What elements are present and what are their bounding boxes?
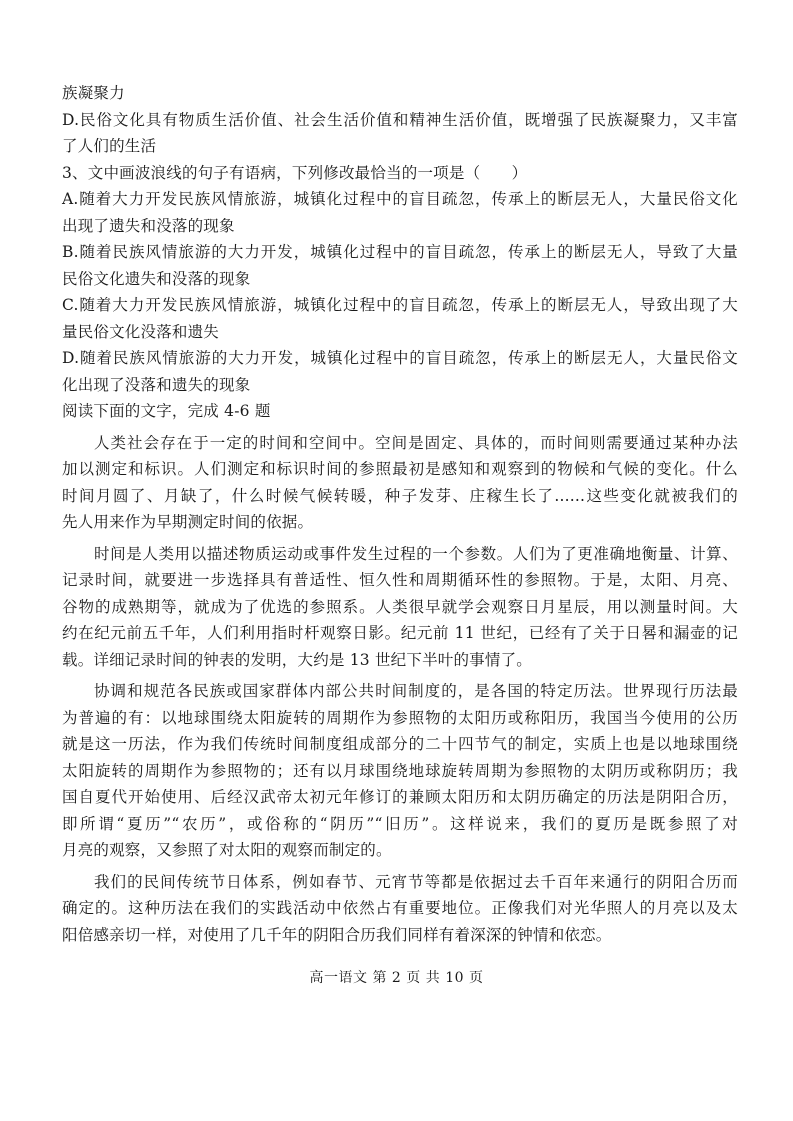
passage-paragraph-3	[62, 678, 738, 864]
passage-paragraph-2	[62, 541, 738, 674]
option-d-line: D.随着民族风情旅游的大力开发，城镇化过程中的盲目疏忽，传承上的断层无人，大量民俗文	[62, 349, 738, 367]
page-content	[62, 80, 738, 948]
paragraph-line: 约在纪元前五千年，人们利用指时杆观察日影。纪元前 11 世纪，已经有了关于日晷和漏壶的记	[62, 624, 738, 642]
text-line: 民俗文化遗失和没落的现象	[62, 269, 251, 288]
page-footer: 高一语文 第 2 页 共 10 页	[309, 970, 484, 986]
passage-paragraph-1	[62, 430, 738, 536]
reading-instruction: 阅读下面的文字，完成 4-6 题	[62, 402, 271, 420]
question-3-stem: 3、文中画波浪线的句子有语病，下列修改最恰当的一项是（ ）	[62, 163, 528, 182]
paragraph-line: 时间月圆了、月缺了，什么时候气候转暖，种子发芽、庄稼生长了......这些变化就被我们的	[62, 486, 738, 505]
paragraph-line: 我们的民间传统节日体系，例如春节、元宵节等都是依据过去千百年来通行的阴阳合历而	[94, 872, 738, 891]
option-a-line: A.随着大力开发民族风情旅游，城镇化过程中的盲目疏忽，传承上的断层无人，大量民俗文化	[62, 190, 738, 208]
text-line: 出现了遗失和没落的现象	[62, 216, 235, 235]
paragraph-line: 即所谓“夏历”“农历”，或俗称的“阴历”“旧历”。这样说来，我们的夏历是既参照了对	[62, 814, 738, 833]
option-c-line: C.随着大力开发民族风情旅游，城镇化过程中的盲目疏忽，传承上的断层无人，导致出现了大	[62, 296, 738, 314]
text-line: 了人们的生活	[62, 137, 157, 155]
paragraph-line: 就是这一历法，作为我们传统时间制度组成部分的二十四节气的制定，实质上也是以地球围绕	[62, 735, 738, 753]
option-d-line: D.民俗文化具有物质生活价值、社会生活价值和精神生活价值，既增强了民族凝聚力，又丰富	[62, 110, 738, 129]
paragraph-line: 加以测定和标识。人们测定和标识时间的参照最初是感知和观察到的物候和气候的变化。什么	[62, 460, 738, 478]
paragraph-line: 国自夏代开始使用、后经汉武帝太初元年修订的兼顾太阳历和太阴历确定的历法是阴阳合历，	[62, 788, 738, 806]
paragraph-line: 阳倍感亲切一样，对使用了几千年的阴阳合历我们同样有着深深的钟情和依恋。	[62, 925, 612, 944]
paragraph-line: 先人用来作为早期测定时间的依据。	[62, 513, 314, 531]
paragraph-line: 人类社会存在于一定的时间和空间中。空间是固定、具体的，而时间则需要通过某种办法	[94, 433, 738, 452]
paragraph-line: 确定的。这种历法在我们的实践活动中依然占有重要地位。正像我们对光华照人的月亮以及太	[62, 899, 738, 917]
paragraph-line: 协调和规范各民族或国家群体内部公共时间制度的，是各国的特定历法。世界现行历法最	[94, 682, 738, 700]
text-line: 量民俗文化没落和遗失	[62, 322, 220, 341]
text-line: 族凝聚力	[62, 84, 125, 102]
paragraph-line: 为普遍的有：以地球围绕太阳旋转的周期作为参照物的太阳历或称阳历，我国当今使用的公历	[62, 708, 738, 727]
paragraph-line: 载。详细记录时间的钟表的发明，大约是 13 世纪下半叶的事情了。	[62, 650, 532, 669]
paragraph-line: 太阳旋转的周期作为参照物的；还有以月球围绕地球旋转周期为参照物的太阴历或称阴历；我	[62, 761, 738, 780]
text-line: 化出现了没落和遗失的现象	[62, 375, 251, 394]
paragraph-line: 谷物的成熟期等，就成为了优选的参照系。人类很早就学会观察日月星辰，用以测量时间。大	[62, 597, 738, 616]
passage-paragraph-4	[62, 869, 738, 949]
option-b-line: B.随着民族风情旅游的大力开发，城镇化过程中的盲目疏忽，传承上的断层无人，导致了大量	[62, 243, 738, 261]
paragraph-line: 月亮的观察，又参照了对太阳的观察而制定的。	[62, 841, 392, 859]
paragraph-line: 记录时间，就要进一步选择具有普适性、恒久性和周期循环性的参照物。于是，太阳、月亮、	[62, 571, 738, 589]
paragraph-line: 时间是人类用以描述物质运动或事件发生过程的一个参数。人们为了更准确地衡量、计算、	[94, 544, 738, 563]
